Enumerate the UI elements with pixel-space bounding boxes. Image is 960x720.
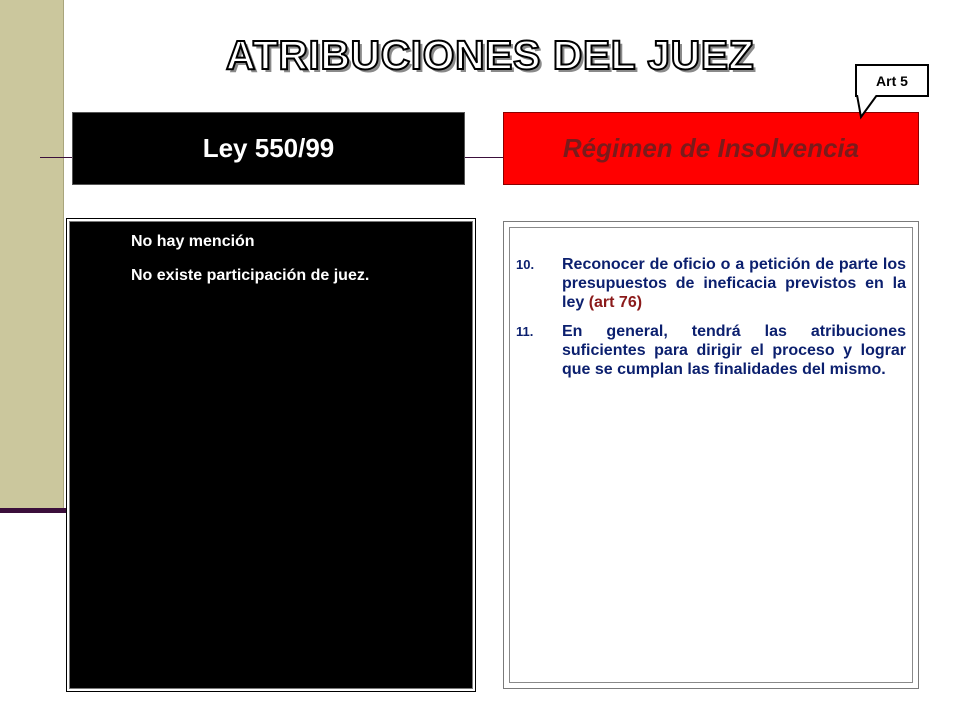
numbered-list [510,255,906,389]
item-number: 11. [516,324,534,339]
right-content-panel [503,221,919,689]
left-connector-line [40,157,73,158]
middle-connector-line [465,157,504,158]
article-callout: Art 5 [855,64,929,97]
sidebar-accent-line [0,508,66,513]
list-item [510,322,906,379]
item-text [562,322,906,379]
list-item [510,255,906,312]
sidebar-decoration [0,0,64,512]
slide-title: ATRIBUCIONES DEL JUEZ [225,32,755,78]
left-content-panel [69,221,473,689]
list-item: No existe participación de juez. [131,267,370,284]
item-text [562,255,906,312]
header-ley-550: Ley 550/99 [72,112,465,185]
item-body: Reconocer de oficio o a petición de parte los presupuestos de ineficacia previstos en la ley [562,256,906,311]
item-number: 10. [516,257,535,272]
item-body: En general, tendrá las atribuciones suficientes para dirigir el proceso y lograr que se cumplan las finalidades del mismo. [562,323,906,378]
list-item: No hay mención [131,233,255,250]
callout-tail-icon [855,95,885,120]
article-reference: (art 76) [588,294,643,311]
header-regimen-insolvencia: Régimen de Insolvencia [503,112,919,185]
